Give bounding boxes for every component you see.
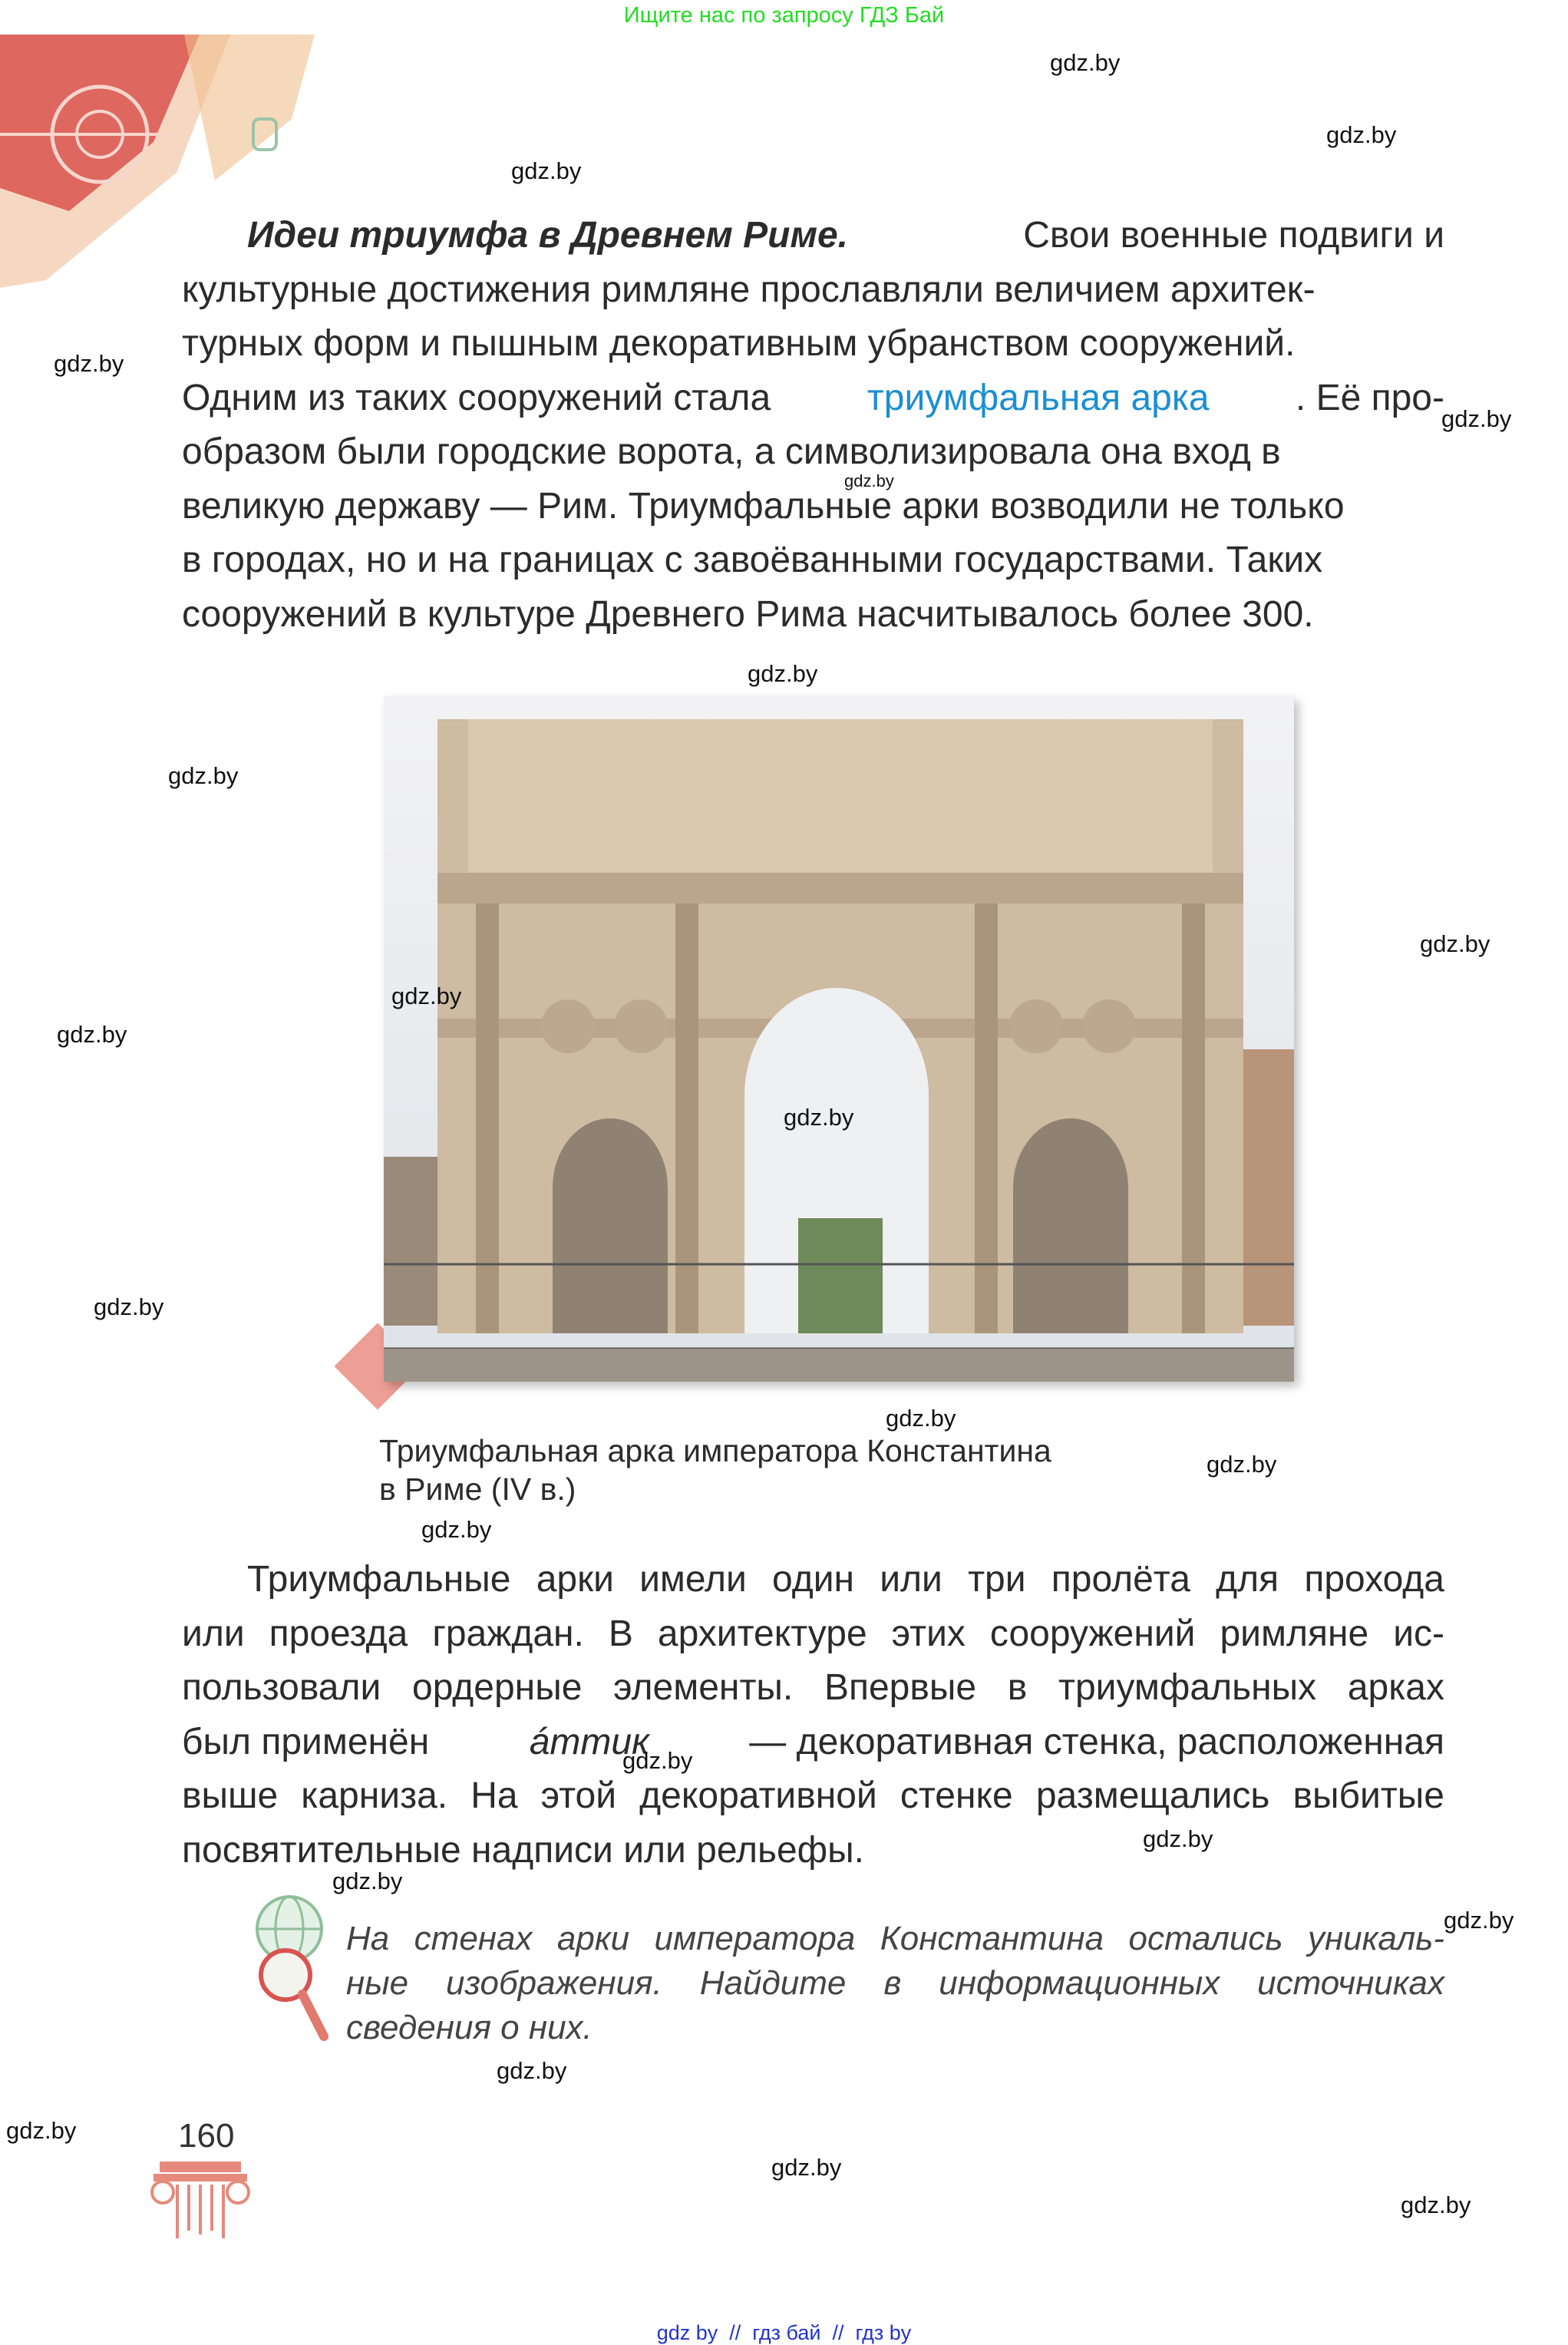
watermark: gdz.by <box>1207 1451 1277 1478</box>
watermark: gdz.by <box>511 157 582 184</box>
text-line: Триумфальные арки имели один или три пролёта для прохода <box>247 1559 1444 1600</box>
text-line: выше карниза. На этой декоративной стенке размещались выбитые <box>182 1775 1444 1816</box>
watermark: gdz.by <box>168 762 239 789</box>
text-line: сооружений в культуре Древнего Рима насчитывалось более 300. <box>182 594 1314 635</box>
watermark: gdz.by <box>886 1405 956 1432</box>
footer-links[interactable]: gdz by // гдз бай // гдз by <box>656 2321 912 2344</box>
watermark: gdz.by <box>622 1747 693 1774</box>
watermark: gdz.by <box>497 2057 567 2084</box>
text-line: Одним из таких сооружений стала <box>182 378 781 418</box>
text-line: образом были городские ворота, а символизировала она вход в <box>182 431 1281 472</box>
watermark: gdz.by <box>1401 2191 1471 2218</box>
watermark: gdz.by <box>57 1021 127 1048</box>
watermark: gdz.by <box>1143 1825 1213 1852</box>
term-attic: áттик <box>529 1722 649 1762</box>
text-line: или проезда граждан. В архитектуре этих сооружений римляне ис- <box>182 1613 1444 1654</box>
photo-caption-line: Триумфальная арка императора Константина <box>379 1433 1051 1468</box>
text-line: культурные достижения римляне прославляли величием архитек- <box>182 269 1315 310</box>
column-capital-icon <box>150 2162 250 2238</box>
watermark: gdz.by <box>1420 930 1490 957</box>
text-line: посвятительные надписи или рельефы. <box>182 1830 865 1871</box>
watermark: gdz.by <box>1326 121 1397 148</box>
text-line: в городах, но и на границах с завоёванными государствами. Таких <box>182 540 1323 580</box>
text-line: великую державу — Рим. Триумфальные арки возводили не только <box>182 486 1345 527</box>
watermark: gdz.by <box>421 1516 492 1543</box>
arch-photo <box>384 696 1294 1382</box>
search-banner: Ищите нас по запросу ГДЗ Бай <box>623 3 945 28</box>
watermark: gdz.by <box>1441 405 1512 432</box>
text-line: турных форм и пышным декоративным убранством сооружений. <box>182 323 1296 364</box>
text-line: пользовали ордерные элементы. Впервые в триумфальных арках <box>182 1667 1444 1708</box>
watermark: gdz.by <box>748 660 818 687</box>
watermark: gdz.by <box>94 1293 164 1320</box>
text-line: . Её про- <box>1295 378 1444 418</box>
task-line: На стенах арки императора Константина остались уникаль- <box>346 1920 1444 1957</box>
text-line: — декоративная стенка, расположенная <box>738 1722 1444 1762</box>
watermark: gdz.by <box>391 983 462 1009</box>
watermark: gdz.by <box>1444 1907 1514 1934</box>
globe-magnifier-icon <box>247 1894 332 2048</box>
watermark: gdz.by <box>6 2117 77 2144</box>
watermark: gdz.by <box>771 2154 842 2181</box>
task-line: сведения о них. <box>346 2009 593 2046</box>
photo-caption-line: в Риме (IV в.) <box>379 1471 576 1507</box>
watermark: gdz.by <box>1050 49 1121 76</box>
watermark: gdz.by <box>332 1868 403 1894</box>
text-line: был применён <box>182 1722 440 1762</box>
task-line: ные изображения. Найдите в информационных источниках <box>346 1964 1444 2002</box>
section-heading: Идеи триумфа в Древнем Риме. <box>247 215 848 256</box>
term-link-triumphal-arch[interactable]: триумфальная арка <box>867 378 1210 418</box>
watermark: gdz.by <box>784 1104 854 1131</box>
watermark: gdz.by <box>54 350 124 377</box>
watermark: gdz.by <box>844 471 894 490</box>
page-number: 160 <box>178 2117 235 2155</box>
text-line: Свои военные подвиги и <box>1012 215 1444 256</box>
